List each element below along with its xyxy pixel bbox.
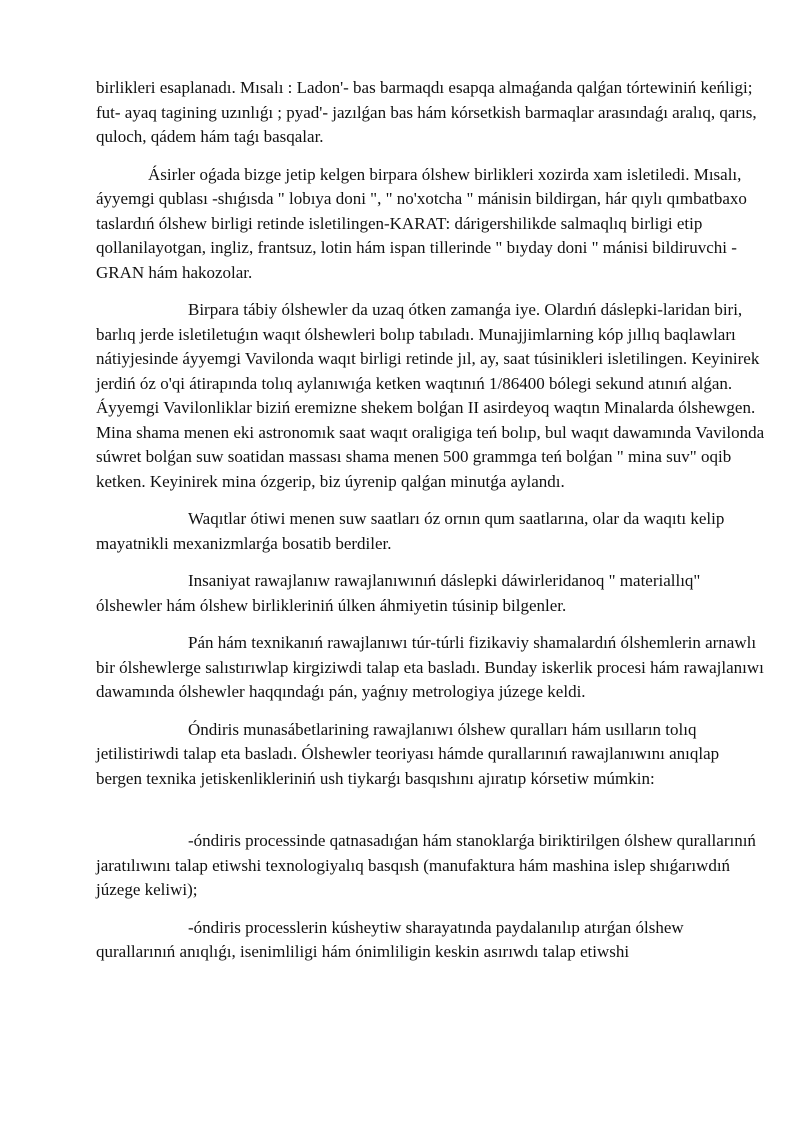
paragraph-units-continuation: birlikleri esaplanadı. Mısalı : Ladon'- bas barmaqdı esapqa almaǵanda qalǵan tórtewiniń keńligi; fut- ayaq tagining uzınlıǵı ; pyad'- jazılǵan bas hám kórsetkish barmaqlar arasındaǵı aralıq, qarıs, quloch, qádem hám taǵı basqalar. xyxy=(96,78,757,146)
paragraph-time-measures: Birpara tábiy ólshewler da uzaq ótken zamanǵa iye. Olardıń dáslepki-laridan biri, barlıq jerde isletiletuǵın waqıt ólshewleri bolıp tabıladı. Munajjimlarning kóp jıllıq baqlawları nátiyjesinde áyyemgi Vavilonda waqıt birligi retinde jıl, ay, saat túsinikleri isletilingen. Keyinirek jerdiń óz o'qi átirapında tolıq aylanıwıǵa ketken waqtınıń 1/86400 bólegi sekund atınıń alǵan. Áyyemgi Vavilonliklar biziń eremizne shekem bolǵan II asirdeyoq waqtın Minalarda ólshewgen. Mina shama menen eki astronomık saat waqıt oraligiga teń bolıp, bul waqıt dawamında Vavilonda súwret bolǵan suw soatidan massası shama menen 500 grammga teń bolǵan " mina suv" oqib ketken. Keyinirek mina ózgerip, biz úyrenip qalǵan minutǵa aylandı. xyxy=(96,300,765,491)
list-item-technological-stage: -óndiris processinde qatnasadıǵan hám stanoklarǵa biriktirilgen ólshew qurallarınıń jaratılıwını talap etiwshi texnologiyalıq basqısh (manufaktura hám mashina islep shıǵarıwdıń júzege keliwi); xyxy=(96,831,756,899)
paragraph-ancient-units: Ásirler oǵada bizge jetip kelgen birpara ólshew birlikleri xozirda xam isletiledi. Mısalı, áyyemgi qublası -shıǵısda " lobıya doni ", " no'xotcha " mánisin bildirgan, hár qıylı qımbatbaxo taslardıń ólshew birligi retinde isletilingen-KARAT: dárigershilikde salmaqlıq birligi etip qollanilayotgan, ingliz, frantsuz, lotin hám ispan tillerinde " bıyday doni " mánisi bildiruvchi -GRAN hám hakozolar. xyxy=(96,164,747,282)
list-item-intensification-stage: -óndiris processlerin kúsheytiw sharayatında paydalanılıp atırǵan ólshew qurallarınıń anıqlıǵı, isenimliligi hám ónimliligin keskin asırıwdı talap etiwshi xyxy=(96,917,684,961)
paragraph-material-measures: Insaniyat rawajlanıw rawajlanıwınıń dáslepki dáwirleridanoq " materiallıq" ólshewler hám ólshew birlikleriniń úlken áhmiyetin túsinip bilgenler. xyxy=(96,571,701,615)
paragraph-water-clocks: Waqıtlar ótiwi menen suw saatları óz ornın qum saatlarına, olar da waqıtı kelip mayatnikli mexanizmlarǵa bosatib berdiler. xyxy=(96,509,725,553)
paragraph-metrology-origin: Pán hám texnikanıń rawajlanıwı túr-túrli fizikaviy shamalardıń ólshemlerin arnawlı bir ólshewlerge salıstırıwlap kirgiziwdi talap eta basladı. Bunday iskerlik procesi hám rawajlanıwı dawamında ólshewler haqqındaǵı pán, yaǵnıy metrologiya júzege keldi. xyxy=(96,633,764,701)
document-page xyxy=(96,76,766,978)
paragraph-production-relations: Óndiris munasábetlarining rawajlanıwı ólshew quralları hám usılların tolıq jetilistiriwdi talap eta basladı. Ólshewler teoriyası hámde qurallarınıń rawajlanıwını anıqlap bergen texnika jetiskenlikleriniń ush tiykarǵı basqıshını ajıratıp kórsetiw múmkin: xyxy=(96,719,720,788)
